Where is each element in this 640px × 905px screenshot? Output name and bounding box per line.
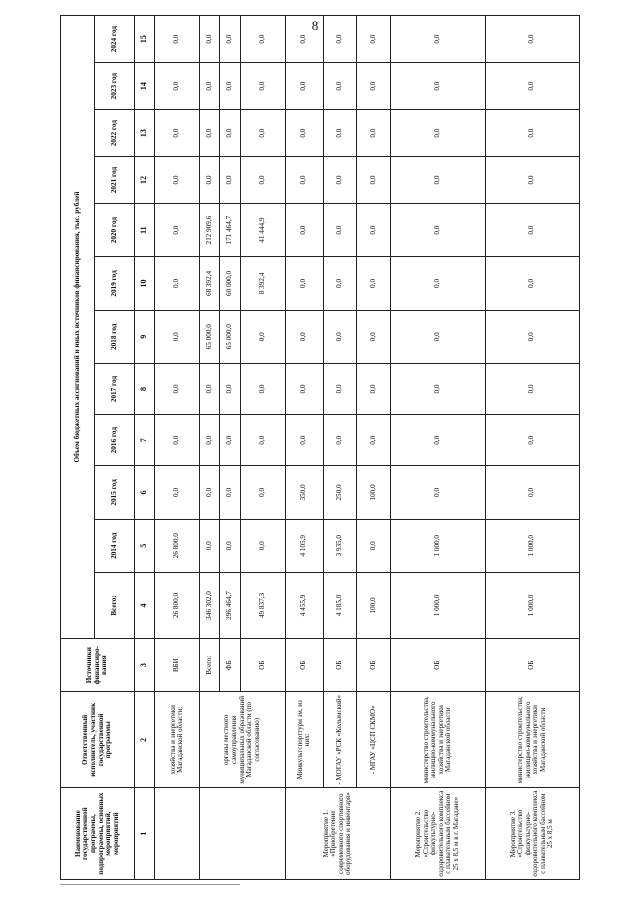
value-year: 0,0 <box>240 16 285 63</box>
value-year: 0,0 <box>155 310 200 363</box>
value-year: 65 000,0 <box>220 310 240 363</box>
table-row <box>155 16 200 880</box>
program-name: Мероприятие 1. «Приобретение современного спортивного оборудования и инвентаря» <box>285 788 391 880</box>
column-index: 10 <box>135 257 155 310</box>
value-year: 0,0 <box>285 110 323 157</box>
table-row <box>285 16 323 880</box>
value-total: 4 185,0 <box>323 572 357 638</box>
value-year: 0,0 <box>391 63 485 110</box>
value-year: 0,0 <box>155 203 200 256</box>
header-year: 2017 год <box>95 363 135 414</box>
value-year: 0,0 <box>323 415 357 466</box>
value-year: 0,0 <box>240 519 285 572</box>
value-year: 0,0 <box>220 363 240 414</box>
value-year: 0,0 <box>200 16 220 63</box>
header-year: 2019 год <box>95 257 135 310</box>
value-year: 0,0 <box>240 415 285 466</box>
value-year: 0,0 <box>323 157 357 204</box>
program-name: Мероприятие 3. «Строительство физкультурно-оздоровительного комплекса с плавательным бассейном 25 х 8,5 м <box>485 788 579 880</box>
table-row <box>357 16 391 880</box>
value-total: 26 800,0 <box>155 572 200 638</box>
value-year: 350,0 <box>285 466 323 519</box>
value-year: 0,0 <box>285 257 323 310</box>
value-year: 0,0 <box>391 157 485 204</box>
value-year: 0,0 <box>240 466 285 519</box>
header-responsible: Ответственный исполнитель, участник государственной программы <box>61 692 135 788</box>
value-year: 0,0 <box>155 16 200 63</box>
value-year: 0,0 <box>391 466 485 519</box>
value-year: 212 909,6 <box>200 203 220 256</box>
column-index: 7 <box>135 415 155 466</box>
column-index: 3 <box>135 639 155 692</box>
header-source: Источники финансиро-вания <box>61 639 135 692</box>
funding-source: ОБ <box>485 639 579 692</box>
funding-source: ОБ <box>240 639 285 692</box>
value-year: 0,0 <box>155 257 200 310</box>
value-year: 26 800,0 <box>155 519 200 572</box>
column-index: 6 <box>135 466 155 519</box>
column-index: 9 <box>135 310 155 363</box>
header-year: 2022 год <box>95 110 135 157</box>
value-year: 0,0 <box>357 415 391 466</box>
value-year: 3 935,0 <box>323 519 357 572</box>
value-year: 0,0 <box>240 63 285 110</box>
value-total: 346 302,0 <box>200 572 220 638</box>
header-name: Наименование государственной программы, подпрограммы, основных мероприятий, мероприятий <box>61 788 135 880</box>
column-index: 2 <box>135 692 155 788</box>
value-year: 0,0 <box>220 16 240 63</box>
column-index: 12 <box>135 157 155 204</box>
value-year: 0,0 <box>323 203 357 256</box>
header-year: 2020 год <box>95 203 135 256</box>
value-year: 4 105,9 <box>285 519 323 572</box>
value-year: 0,0 <box>155 157 200 204</box>
page-number: 8 <box>311 18 319 33</box>
rotated-table-wrapper <box>60 15 580 880</box>
value-year: 0,0 <box>357 16 391 63</box>
program-name: Мероприятие 2. «Строительство физкультурно-оздоровительного комплекса с плавательным бассейном 25 х 8,5 м в г. Магадане» <box>391 788 485 880</box>
value-year: 0,0 <box>357 519 391 572</box>
value-year: 0,0 <box>200 363 220 414</box>
value-year: 0,0 <box>391 415 485 466</box>
header-funding-group: Объем бюджетных ассигнований и иных источников финансирования, тыс. рублей <box>61 16 95 639</box>
value-year: 100,0 <box>357 466 391 519</box>
value-year: 0,0 <box>200 466 220 519</box>
header-year: 2024 год <box>95 16 135 63</box>
value-year: 8 392,4 <box>240 257 285 310</box>
column-index: 5 <box>135 519 155 572</box>
value-year: 0,0 <box>285 310 323 363</box>
financing-table <box>60 15 580 880</box>
responsible-executor: министерство строительства, жилищно-коммунального хозяйства и энергетики Магаданской области <box>485 692 579 788</box>
value-year: 0,0 <box>357 157 391 204</box>
value-year: 0,0 <box>285 203 323 256</box>
value-year: 0,0 <box>155 63 200 110</box>
column-index: 1 <box>135 788 155 880</box>
value-year: 0,0 <box>357 310 391 363</box>
header-year: 2014 год <box>95 519 135 572</box>
value-year: 0,0 <box>485 466 579 519</box>
program-name <box>200 788 285 880</box>
value-year: 0,0 <box>485 310 579 363</box>
value-year: 0,0 <box>285 63 323 110</box>
value-year: 0,0 <box>240 110 285 157</box>
responsible-executor: - МГАУ «ЦСП СКМО» <box>357 692 391 788</box>
value-year: 68 392,4 <box>200 257 220 310</box>
column-index: 11 <box>135 203 155 256</box>
value-year: 0,0 <box>220 466 240 519</box>
value-year: 0,0 <box>155 110 200 157</box>
value-year: 0,0 <box>391 110 485 157</box>
funding-source: ОБ <box>285 639 323 692</box>
header-year: 2016 год <box>95 415 135 466</box>
value-year: 0,0 <box>240 363 285 414</box>
funding-source: ОБ <box>391 639 485 692</box>
value-year: 0,0 <box>357 363 391 414</box>
responsible-executor: - МОГАУ «РСК «Колымский» <box>323 692 357 788</box>
value-year: 0,0 <box>155 415 200 466</box>
header-year: 2015 год <box>95 466 135 519</box>
value-year: 0,0 <box>285 16 323 63</box>
value-year: 0,0 <box>220 63 240 110</box>
table-row <box>391 16 485 880</box>
value-year: 0,0 <box>391 203 485 256</box>
value-year: 0,0 <box>323 363 357 414</box>
funding-source: ОБ <box>357 639 391 692</box>
funding-source: ВБИ <box>155 639 200 692</box>
value-year: 41 444,9 <box>240 203 285 256</box>
value-total: 4 455,9 <box>285 572 323 638</box>
value-year: 0,0 <box>357 257 391 310</box>
value-year: 0,0 <box>485 363 579 414</box>
value-year: 1 000,0 <box>485 519 579 572</box>
column-index: 13 <box>135 110 155 157</box>
value-year: 0,0 <box>220 519 240 572</box>
funding-source: ФБ <box>220 639 240 692</box>
responsible-executor: хозяйства и энергетики Магаданской области; <box>155 692 200 788</box>
funding-source: Всего: <box>200 639 220 692</box>
header-year: 2021 год <box>95 157 135 204</box>
responsible-executor: министерство строительства, жилищно-коммунального хозяйства и энергетики Магаданской области <box>391 692 485 788</box>
value-year: 0,0 <box>200 63 220 110</box>
program-name <box>155 788 200 880</box>
value-year: 0,0 <box>357 63 391 110</box>
header-year: 2023 год <box>95 63 135 110</box>
header-total: Всего: <box>95 572 135 638</box>
value-year: 0,0 <box>200 157 220 204</box>
value-year: 0,0 <box>323 257 357 310</box>
value-year: 0,0 <box>391 16 485 63</box>
value-year: 0,0 <box>285 415 323 466</box>
value-year: 0,0 <box>240 157 285 204</box>
funding-source: ОБ <box>323 639 357 692</box>
value-year: 60 000,0 <box>220 257 240 310</box>
value-year: 250,0 <box>323 466 357 519</box>
value-year: 0,0 <box>155 466 200 519</box>
value-year: 0,0 <box>357 110 391 157</box>
value-year: 0,0 <box>200 110 220 157</box>
value-year: 0,0 <box>485 110 579 157</box>
value-year: 1 000,0 <box>391 519 485 572</box>
value-year: 0,0 <box>391 310 485 363</box>
value-year: 0,0 <box>200 519 220 572</box>
value-year: 0,0 <box>220 415 240 466</box>
value-year: 0,0 <box>240 310 285 363</box>
value-year: 0,0 <box>391 363 485 414</box>
column-index: 14 <box>135 63 155 110</box>
responsible-executor: Минкультспорттури зм, из них: <box>285 692 323 788</box>
value-total: 100,0 <box>357 572 391 638</box>
value-year: 171 464,7 <box>220 203 240 256</box>
value-total: 49 837,3 <box>240 572 285 638</box>
value-total: 1 000,0 <box>485 572 579 638</box>
value-year: 0,0 <box>220 110 240 157</box>
value-year: 0,0 <box>485 63 579 110</box>
value-year: 0,0 <box>485 203 579 256</box>
header-year: 2018 год <box>95 310 135 363</box>
value-year: 0,0 <box>485 415 579 466</box>
value-year: 0,0 <box>357 203 391 256</box>
column-index: 15 <box>135 16 155 63</box>
table-row <box>323 16 357 880</box>
value-year: 0,0 <box>323 110 357 157</box>
value-year: 0,0 <box>391 257 485 310</box>
value-total: 296 464,7 <box>220 572 240 638</box>
value-year: 65 000,0 <box>200 310 220 363</box>
column-index: 4 <box>135 572 155 638</box>
responsible-executor: органы местного самоуправления муниципальных образований Магаданской области (по согласованию) <box>200 692 285 788</box>
index-row <box>135 16 155 880</box>
value-year: 0,0 <box>485 257 579 310</box>
value-year: 0,0 <box>155 363 200 414</box>
value-year: 0,0 <box>323 310 357 363</box>
footer-rule <box>60 884 240 885</box>
table-row <box>485 16 579 880</box>
value-year: 0,0 <box>285 363 323 414</box>
value-year: 0,0 <box>285 157 323 204</box>
value-year: 0,0 <box>485 157 579 204</box>
value-year: 0,0 <box>200 415 220 466</box>
value-year: 0,0 <box>323 63 357 110</box>
value-year: 0,0 <box>323 16 357 63</box>
value-year: 0,0 <box>485 16 579 63</box>
value-total: 1 000,0 <box>391 572 485 638</box>
value-year: 0,0 <box>220 157 240 204</box>
table-row <box>200 16 220 880</box>
column-index: 8 <box>135 363 155 414</box>
